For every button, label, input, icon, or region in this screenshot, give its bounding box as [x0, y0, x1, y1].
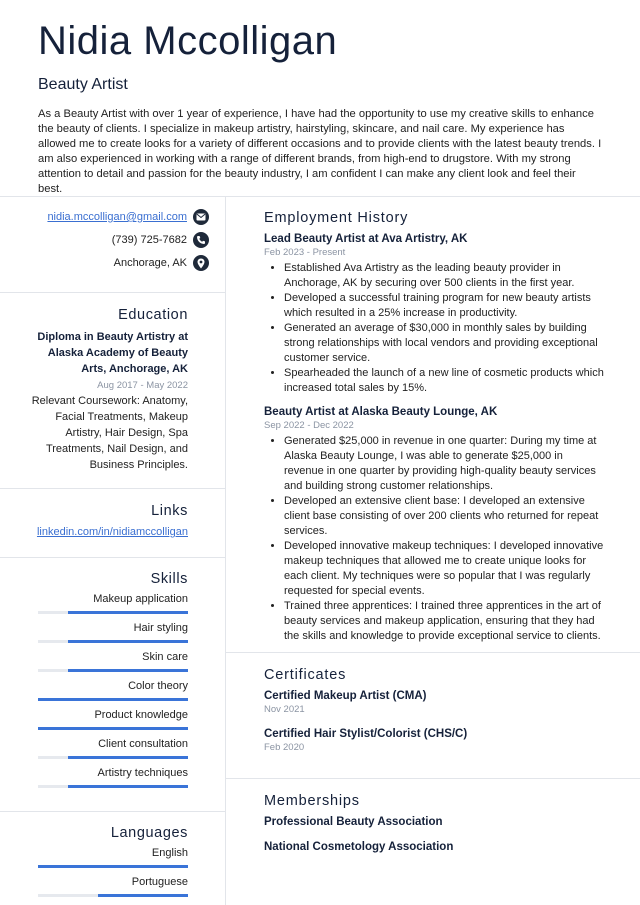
employment-heading: Employment History: [264, 210, 409, 226]
skill-item: [38, 622, 188, 640]
skill-bar-fill: [38, 727, 188, 730]
skill-bar-fill: [68, 611, 188, 614]
skill-item: [38, 651, 188, 669]
contact-location: [114, 255, 209, 271]
job-bullet: • Generated $25,000 in revenue in one quarter: During my time at Alaska Beauty Lounge, I was able to generate $25,000 in revenue in one quarter by providing high-quality beauty services and building strong customer relationships.: [284, 434, 604, 494]
linkedin-link[interactable]: linkedin.com/in/nidiamccolligan: [36, 526, 188, 538]
skill-item: [38, 709, 188, 727]
certificates-divider: [226, 778, 640, 779]
language-label: English: [151, 847, 188, 859]
job-bullet: • Generated an average of $30,000 in monthly sales by building strong relationships with local vendors and providing exceptional customer service.: [284, 321, 604, 366]
skill-label: Artistry techniques: [97, 767, 188, 779]
job-bullet: • Established Ava Artistry as the leading beauty provider in Anchorage, AK by securing over 500 clients in the first year.: [284, 261, 604, 291]
job-title: Beauty Artist at Alaska Beauty Lounge, AK: [264, 406, 498, 418]
job-entry: [264, 406, 604, 644]
skill-label: Client consultation: [98, 738, 188, 750]
job-bullet: • Developed a successful training program for new beauty artists which resulted in a 25% increase in productivity.: [284, 291, 604, 321]
skill-bar: [38, 785, 188, 788]
column-divider: [225, 197, 226, 905]
location-text: Anchorage, AK: [113, 257, 187, 269]
job-title: Lead Beauty Artist at Ava Artistry, AK: [264, 233, 468, 245]
skill-bar: [38, 611, 188, 614]
job-entry: [264, 233, 604, 396]
education-degree: Diploma in Beauty Artistry at Alaska Academy of Beauty Arts, Anchorage, AK: [37, 331, 188, 375]
links-divider: [0, 557, 225, 558]
phone-text: (739) 725-7682: [111, 234, 187, 246]
candidate-name: Nidia Mccolligan: [38, 19, 338, 63]
job-bullet: • Spearheaded the launch of a new line of cosmetic products which increased total sales by 15%.: [284, 366, 604, 396]
certificate-item: [264, 728, 467, 753]
education-dates: Aug 2017 - May 2022: [97, 380, 188, 391]
skill-bar-fill: [68, 785, 188, 788]
education-coursework: Relevant Coursework: Anatomy, Facial Treatments, Makeup Artistry, Hair Design, Spa Treatments, Nail Design, and Business Principles.: [31, 395, 188, 471]
language-bar-fill: [38, 865, 188, 868]
skill-bar: [38, 669, 188, 672]
contact-divider: [0, 292, 225, 293]
envelope-icon: [193, 209, 209, 225]
job-dates: Sep 2022 - Dec 2022: [264, 420, 354, 431]
job-bullet: • Developed an extensive client base: I developed an extensive client base consisting of over 200 clients who returned for repeat services.: [284, 494, 604, 539]
membership-title: Professional Beauty Association: [264, 816, 443, 828]
certificates-heading: Certificates: [264, 667, 347, 683]
job-title: Beauty Artist: [38, 76, 128, 93]
skill-label: Color theory: [128, 680, 188, 692]
email-link[interactable]: nidia.mccolligan@gmail.com: [47, 211, 187, 223]
skill-bar: [38, 640, 188, 643]
skills-heading: Skills: [150, 571, 188, 587]
skill-label: Makeup application: [93, 593, 188, 605]
skill-label: Hair styling: [133, 622, 188, 634]
skill-bar-fill: [38, 698, 188, 701]
resume-header: [0, 0, 640, 197]
employment-divider: [226, 652, 640, 653]
certificate-title: Certified Makeup Artist (CMA): [264, 690, 427, 702]
certificate-date: Nov 2021: [264, 704, 305, 715]
language-bar: [38, 894, 188, 897]
links-heading: Links: [151, 503, 188, 519]
certificate-date: Feb 2020: [264, 742, 305, 753]
skill-item: [38, 738, 188, 756]
job-bullets: [264, 434, 604, 644]
membership-title: National Cosmetology Association: [264, 841, 454, 853]
job-bullet: • Trained three apprentices: I trained three apprentices in the art of beauty services and makeup application, ensuring that they had the skills and knowledge to provide exceptional service to clients.: [284, 599, 604, 644]
membership-item: [264, 816, 443, 828]
skill-label: Product knowledge: [94, 709, 188, 721]
education-divider: [0, 488, 225, 489]
skill-bar: [38, 698, 188, 701]
phone-icon: [193, 232, 209, 248]
language-item: [38, 847, 188, 865]
skill-item: [38, 767, 188, 785]
memberships-heading: Memberships: [264, 793, 360, 809]
header-divider: [0, 196, 640, 197]
map-pin-icon: [193, 255, 209, 271]
language-bar: [38, 865, 188, 868]
skill-bar-fill: [68, 669, 188, 672]
language-item: [38, 876, 188, 894]
skill-bar-fill: [68, 640, 188, 643]
skill-bar: [38, 756, 188, 759]
contact-email[interactable]: [47, 209, 209, 225]
job-bullets: [264, 261, 604, 396]
skill-bar-fill: [68, 756, 188, 759]
job-bullet: • Developed innovative makeup techniques: I developed innovative makeup techniques that allowed me to create unique looks for each client. My techniques were so popular that I was regularly requested for special events.: [284, 539, 604, 599]
language-bar-fill: [98, 894, 188, 897]
skill-item: [38, 593, 188, 611]
membership-item: [264, 841, 453, 853]
language-label: Portuguese: [131, 876, 188, 888]
certificate-item: [264, 690, 427, 715]
languages-heading: Languages: [110, 825, 188, 841]
education-heading: Education: [118, 307, 188, 323]
skill-item: [38, 680, 188, 698]
skill-label: Skin care: [142, 651, 188, 663]
profile-summary: As a Beauty Artist with over 1 year of experience, I have had the opportunity to use my creative skills to enhance the beauty of clients. I specialize in makeup artistry, hairstyling, skincare, and nail care. My experience has allowed me to create looks for a variety of different occasions and to provide clients with the latest beauty trends. I am also experienced in working with a range of different brands, from high-end to drugstore. With my strong attention to detail and passion for the beauty industry, I am confident I can make any client look and feel their best.: [38, 108, 602, 195]
job-dates: Feb 2023 - Present: [264, 247, 346, 258]
certificate-title: Certified Hair Stylist/Colorist (CHS/C): [264, 728, 468, 740]
skills-divider: [0, 811, 225, 812]
contact-phone: [112, 232, 209, 248]
skill-bar: [38, 727, 188, 730]
